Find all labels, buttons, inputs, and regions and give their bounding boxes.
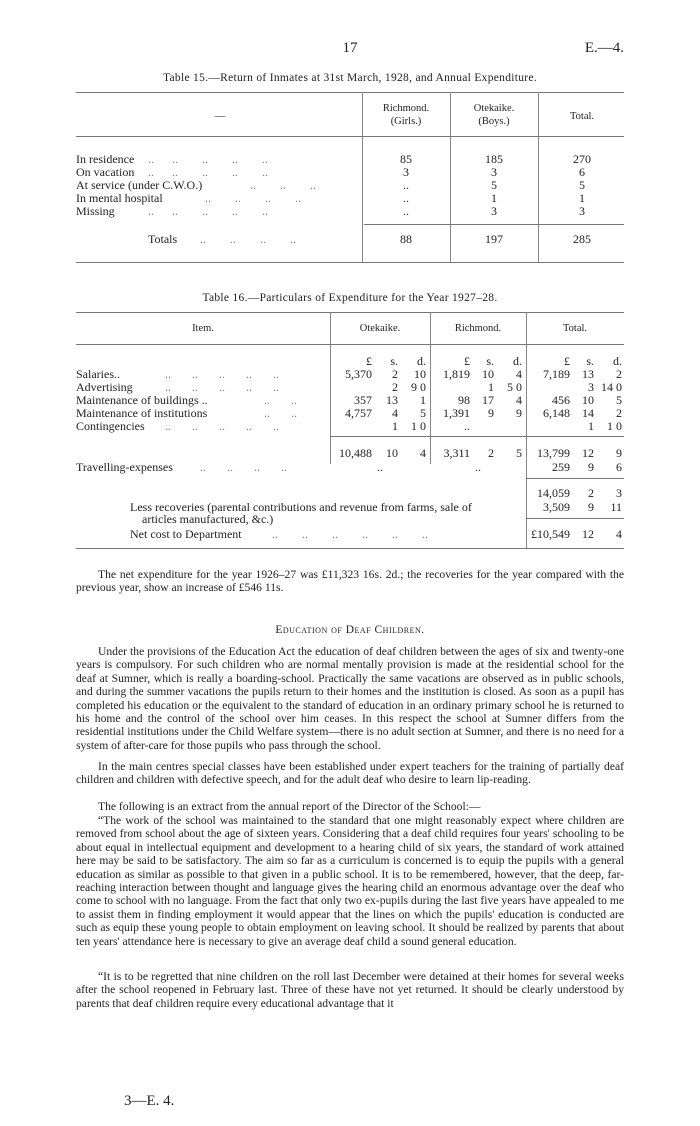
cell-otekaike: 1 xyxy=(491,191,497,205)
otekaike-shillings: 10 xyxy=(386,446,398,460)
table16-header-rule xyxy=(76,344,624,345)
table16-header-total: Total. xyxy=(562,323,588,334)
unit-shillings: s. xyxy=(586,354,594,368)
total-shillings: 9 xyxy=(588,460,594,474)
richmond-shillings: 10 xyxy=(482,367,494,381)
total-pence: 4 xyxy=(616,527,622,541)
otekaike-cell: .. xyxy=(377,460,383,474)
cell-total: 270 xyxy=(573,152,591,166)
unit-shillings: s. xyxy=(486,354,494,368)
leader-dots: .. .. .. .. xyxy=(205,191,301,205)
total-shillings: 10 xyxy=(582,393,594,407)
unit-pence: d. xyxy=(417,354,426,368)
otekaike-pounds: 357 xyxy=(354,393,372,407)
unit-pence: d. xyxy=(513,354,522,368)
total-shillings: 12 xyxy=(582,527,594,541)
otekaike-pence: 1 xyxy=(420,393,426,407)
unit-pounds: £ xyxy=(464,354,470,368)
otekaike-shillings: 4 xyxy=(392,406,398,420)
total-pence: 2 xyxy=(616,367,622,381)
total-otekaike: 197 xyxy=(485,232,503,246)
table16-net-rule xyxy=(526,518,624,519)
total-shillings: 2 xyxy=(588,486,594,500)
header-line: Richmond. xyxy=(382,103,430,114)
table15-header-rule xyxy=(76,136,624,137)
recoveries-label: Less recoveries (parental contributions and revenue from farms, sale of xyxy=(130,500,472,514)
table16-header-item: Item. xyxy=(192,323,214,334)
table15-sum-rule xyxy=(364,224,624,225)
unit-shillings: s. xyxy=(390,354,398,368)
total-pounds: £10,549 xyxy=(531,527,570,541)
quoted-paragraph: “The work of the school was maintained to the standard that one might reasonably expect where children are removed from school about the age of sixteen years. Considering that a deaf child requires four years' schooling to be about equal in intellectual equipment and development to a hearing child of six years, the standard of work attained here may be said to be satisfactory. The aim so far as a curriculum is concerned is to equip the pupils with a general education as similar as possible to that given in a public school. It is to be remembered, however, that the deep, far-reaching interaction between thought and language gives the hearing child an enormous advantage over the deaf who come to school with no language. From the fact that only two ex-pupils during the last five years have appealed to me to assist them in finding employment it would appear that the lines on which the pupils' education is conducted are such as equip these young people to obtain employment on leaving school. It should be realized by parents that about ten years' attendance here is necessary to give an average deaf child a sound general education. xyxy=(76,814,624,948)
net-expenditure-paragraph: The net expenditure for the year 1926–27 was £11,323 16s. 2d.; the recoveries for the year compared with the previous year, show an increase of £546 11s. xyxy=(76,568,624,595)
cell-richmond: 3 xyxy=(403,165,409,179)
total-pence: 14 0 xyxy=(601,380,622,394)
table16-top-rule xyxy=(76,312,624,313)
richmond-pounds: 1,391 xyxy=(443,406,470,420)
table16-header-otekaike: Otekaike. xyxy=(359,323,401,334)
table15-bottom-rule xyxy=(76,262,624,263)
richmond-pence: 5 xyxy=(516,446,522,460)
row-label: In residence xyxy=(76,152,135,166)
body-paragraph: Under the provisions of the Education Act the education of deaf children between the ages of six and twenty-one years is compulsory. For such children who are normal mentally provision is made at the residential school for the deaf at Sumner, which is really a boarding-school. Practically the same vacations are observed as in public schools, and during the summer vacations the pupils return to their homes and the institution is closed. As soon as a pupil has completed his education or the equivalent to the standard of education in an ordinary primary school he is returned to his home and the control of the school over him ceases. In this respect the school at Sumner differs from the residential institutions under the Child Welfare system—there is no adult section at Sumner, and there is no need for a system of after-care for those pupils who pass through the school. xyxy=(76,645,624,752)
row-label: Advertising xyxy=(76,380,133,394)
table15-divider xyxy=(362,92,363,262)
row-label: Contingencies xyxy=(76,419,145,433)
leader-dots: .. .. .. .. .. xyxy=(165,367,279,381)
cell-richmond: .. xyxy=(403,204,409,218)
otekaike-pence: 5 xyxy=(420,406,426,420)
recoveries-label-cont: articles manufactured, &c.) xyxy=(142,512,274,526)
total-pounds: 456 xyxy=(552,393,570,407)
table15-caption: Table 15.—Return of Inmates at 31st March, 1928, and Annual Expenditure. xyxy=(162,72,538,84)
cell-total: 5 xyxy=(579,178,585,192)
cell-total: 3 xyxy=(579,204,585,218)
richmond-shillings: 9 xyxy=(488,406,494,420)
total-pounds: 6,148 xyxy=(543,406,570,420)
richmond-pounds: 3,311 xyxy=(443,446,470,460)
cell-otekaike: 3 xyxy=(491,165,497,179)
totals-label: Totals xyxy=(148,232,178,246)
total-shillings: 9 xyxy=(588,500,594,514)
cell-richmond: .. xyxy=(403,178,409,192)
total-pounds: 7,189 xyxy=(543,367,570,381)
otekaike-shillings: 13 xyxy=(386,393,398,407)
leader-dots: .. .. xyxy=(264,406,297,420)
total-shillings: 12 xyxy=(582,446,594,460)
total-total: 285 xyxy=(573,232,591,246)
table16-sum-rule xyxy=(330,436,624,437)
richmond-cell: .. xyxy=(475,460,481,474)
richmond-pounds: .. xyxy=(464,419,470,433)
leader-dots: .. .. .. .. .. xyxy=(165,380,279,394)
otekaike-shillings: 2 xyxy=(392,380,398,394)
total-pounds: 259 xyxy=(552,460,570,474)
header-line: (Boys.) xyxy=(478,116,510,127)
unit-pounds: £ xyxy=(366,354,372,368)
richmond-pounds: 1,819 xyxy=(443,367,470,381)
total-pence: 2 xyxy=(616,406,622,420)
row-label: Maintenance of institutions xyxy=(76,406,208,420)
total-shillings: 3 xyxy=(588,380,594,394)
net-label: Net cost to Department xyxy=(130,527,242,541)
document-reference: E.—4. xyxy=(584,40,624,56)
leader-dots: .. .. .. xyxy=(250,178,316,192)
row-label: Maintenance of buildings .. xyxy=(76,393,208,407)
leader-dots: .. .. .. .. .. xyxy=(148,204,268,218)
total-pence: 5 xyxy=(616,393,622,407)
otekaike-shillings: 1 xyxy=(392,419,398,433)
table15-header-total: Total. xyxy=(569,111,595,122)
total-pounds: 3,509 xyxy=(543,500,570,514)
otekaike-pounds: 10,488 xyxy=(339,446,372,460)
richmond-shillings: 2 xyxy=(488,446,494,460)
richmond-shillings: 17 xyxy=(482,393,494,407)
leader-dots: .. .. xyxy=(264,393,297,407)
table16-gross-rule xyxy=(526,478,624,479)
otekaike-pence: 9 0 xyxy=(411,380,426,394)
otekaike-pence: 1 0 xyxy=(411,419,426,433)
total-pence: 6 xyxy=(616,460,622,474)
body-paragraph: In the main centres special classes have been established under expert teachers for the training of partially deaf children and children with defective speech, and for the adult deaf who desire to learn lip-reading. xyxy=(76,760,624,787)
total-richmond: 88 xyxy=(400,232,412,246)
otekaike-pence: 10 xyxy=(414,367,426,381)
otekaike-pounds: 4,757 xyxy=(345,406,372,420)
table15-header-blank: — xyxy=(214,111,226,122)
page-number: 17 xyxy=(342,40,358,56)
table16-divider xyxy=(526,312,527,548)
leader-dots: .. .. .. .. .. .. xyxy=(272,527,428,541)
leader-dots: .. .. .. .. .. xyxy=(148,152,268,166)
richmond-pence: 9 xyxy=(516,406,522,420)
richmond-pence: 5 0 xyxy=(507,380,522,394)
table15-divider xyxy=(538,92,539,262)
quoted-paragraph: “It is to be regretted that nine children on the roll last December were detained at their homes for several weeks after the school reopened in February last. Three of these have not yet returned. It should be clearly understood by parents that deaf children require every educational advantage that it xyxy=(76,970,624,1010)
row-label: Missing xyxy=(76,204,115,218)
header-line: Otekaike. xyxy=(473,103,515,114)
table16-bottom-rule xyxy=(76,548,624,549)
cell-otekaike: 5 xyxy=(491,178,497,192)
otekaike-pence: 4 xyxy=(420,446,426,460)
row-label: On vacation xyxy=(76,165,135,179)
table15-top-rule xyxy=(76,92,624,93)
total-pounds: 14,059 xyxy=(537,486,570,500)
cell-total: 6 xyxy=(579,165,585,179)
page-footer: 3—E. 4. xyxy=(124,1093,175,1109)
total-shillings: 1 xyxy=(588,419,594,433)
leader-dots: .. .. .. .. .. xyxy=(148,165,268,179)
total-pence: 11 xyxy=(610,500,622,514)
richmond-pounds: 98 xyxy=(458,393,470,407)
otekaike-shillings: 2 xyxy=(392,367,398,381)
row-label: At service (under C.W.O.) xyxy=(76,178,203,192)
richmond-pence: 4 xyxy=(516,367,522,381)
unit-pounds: £ xyxy=(564,354,570,368)
total-shillings: 14 xyxy=(582,406,594,420)
total-pounds: 13,799 xyxy=(537,446,570,460)
row-label: Travelling-expenses xyxy=(76,460,173,474)
unit-pence: d. xyxy=(613,354,622,368)
cell-richmond: 85 xyxy=(400,152,412,166)
total-pence: 9 xyxy=(616,446,622,460)
leader-dots: .. .. .. .. xyxy=(200,460,287,474)
cell-total: 1 xyxy=(579,191,585,205)
row-label: In mental hospital xyxy=(76,191,163,205)
otekaike-pounds: 5,370 xyxy=(345,367,372,381)
richmond-shillings: 1 xyxy=(488,380,494,394)
table15-header-richmond xyxy=(364,102,448,128)
table15-divider xyxy=(450,92,451,262)
table15-header-otekaike xyxy=(452,102,536,128)
table16-header-richmond: Richmond. xyxy=(454,323,502,334)
cell-richmond: .. xyxy=(403,191,409,205)
leader-dots: .. .. .. .. .. xyxy=(165,419,279,433)
richmond-pence: 4 xyxy=(516,393,522,407)
section-heading: Education of Deaf Children. xyxy=(275,624,425,636)
table16-caption: Table 16.—Particulars of Expenditure for the Year 1927–28. xyxy=(202,292,498,304)
total-pence: 1 0 xyxy=(607,419,622,433)
cell-otekaike: 3 xyxy=(491,204,497,218)
total-shillings: 13 xyxy=(582,367,594,381)
header-line: (Girls.) xyxy=(390,116,422,127)
total-pence: 3 xyxy=(616,486,622,500)
leader-dots: .. .. .. .. xyxy=(200,232,296,246)
cell-otekaike: 185 xyxy=(485,152,503,166)
row-label: Salaries.. xyxy=(76,367,120,381)
body-paragraph: The following is an extract from the annual report of the Director of the School:— xyxy=(98,800,481,813)
